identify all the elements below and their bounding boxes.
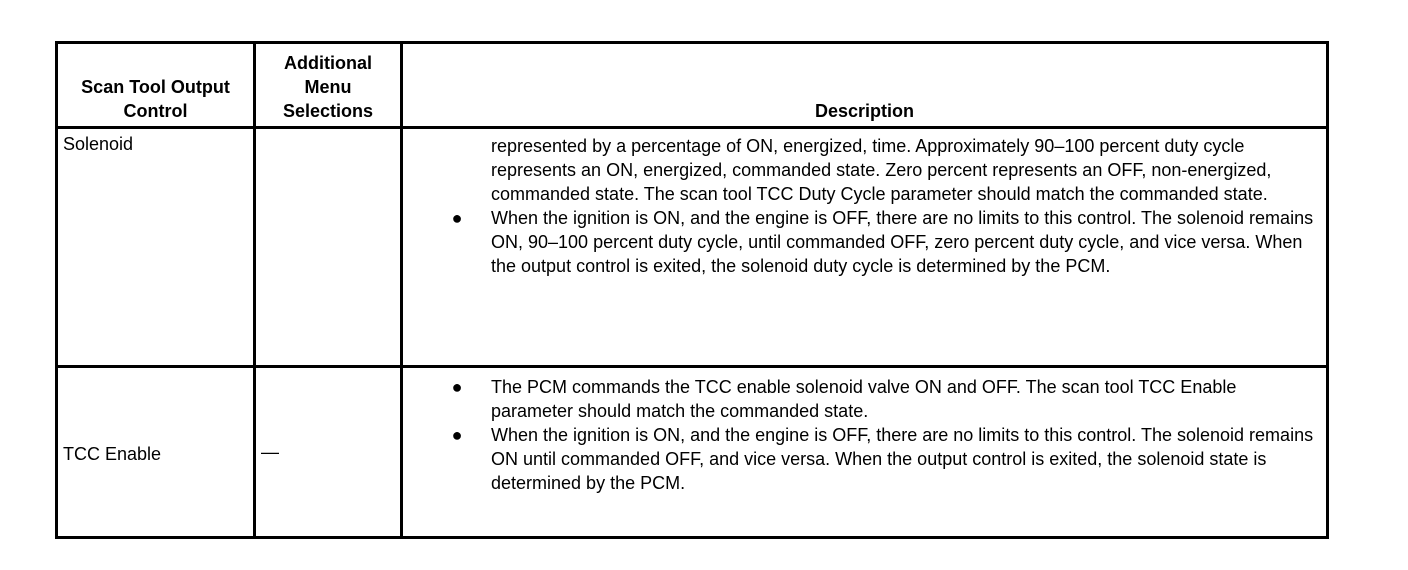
- bullet-text: When the ignition is ON, and the engine is OFF, there are no limits to this control. The solenoid remains ON, 90–100 percent duty cycle, until commanded OFF, zero percent duty cycle, and vice versa. When the output control is exited, the solenoid duty cycle is determined by the PCM.: [491, 208, 1314, 276]
- bullet-icon: ●: [451, 208, 463, 228]
- bullet-text: When the ignition is ON, and the engine is OFF, there are no limits to this control. The solenoid remains ON until commanded OFF, and vice versa. When the output control is exited, the solenoid state is determined by the PCM.: [491, 425, 1314, 493]
- bullet-icon: ●: [451, 377, 463, 397]
- menu-selection-cell: [255, 367, 402, 538]
- header-menu-line-2: Menu: [304, 77, 352, 97]
- header-menu: [255, 43, 402, 128]
- header-control-line-1: Scan Tool Output: [81, 77, 230, 97]
- header-description-label: Description: [814, 101, 915, 121]
- menu-selection-cell: [255, 128, 402, 367]
- table-row: [57, 128, 1328, 367]
- header-control-line-2: Control: [123, 101, 188, 121]
- header-menu-line-3: Selections: [282, 101, 374, 121]
- header-description: [402, 43, 1328, 128]
- output-control-table: [55, 41, 1329, 539]
- control-name-cell: [57, 367, 255, 538]
- header-row: [57, 43, 1328, 128]
- bullet-text: The PCM commands the TCC enable solenoid valve ON and OFF. The scan tool TCC Enable parameter should match the commanded state.: [491, 377, 1237, 421]
- description-cell: [402, 367, 1328, 538]
- table-row: [57, 367, 1328, 538]
- control-name-cell: [57, 128, 255, 367]
- description-continuation: represented by a percentage of ON, energized, time. Approximately 90–100 percent duty cycle represents an ON, energized, commanded state. Zero percent represents an OFF, non-energized, commanded state. The scan tool TCC Duty Cycle parameter should match the commanded state.: [491, 136, 1272, 204]
- header-menu-line-1: Additional: [284, 53, 372, 73]
- menu-selection: —: [261, 442, 279, 462]
- description-bullet: [403, 423, 1316, 495]
- control-name: TCC Enable: [63, 443, 162, 464]
- description-bullet: [403, 206, 1316, 278]
- control-name: Solenoid: [63, 134, 134, 154]
- header-control: [57, 43, 255, 128]
- description-bullet: [403, 375, 1316, 423]
- bullet-icon: ●: [451, 425, 463, 445]
- description-cell: [402, 128, 1328, 367]
